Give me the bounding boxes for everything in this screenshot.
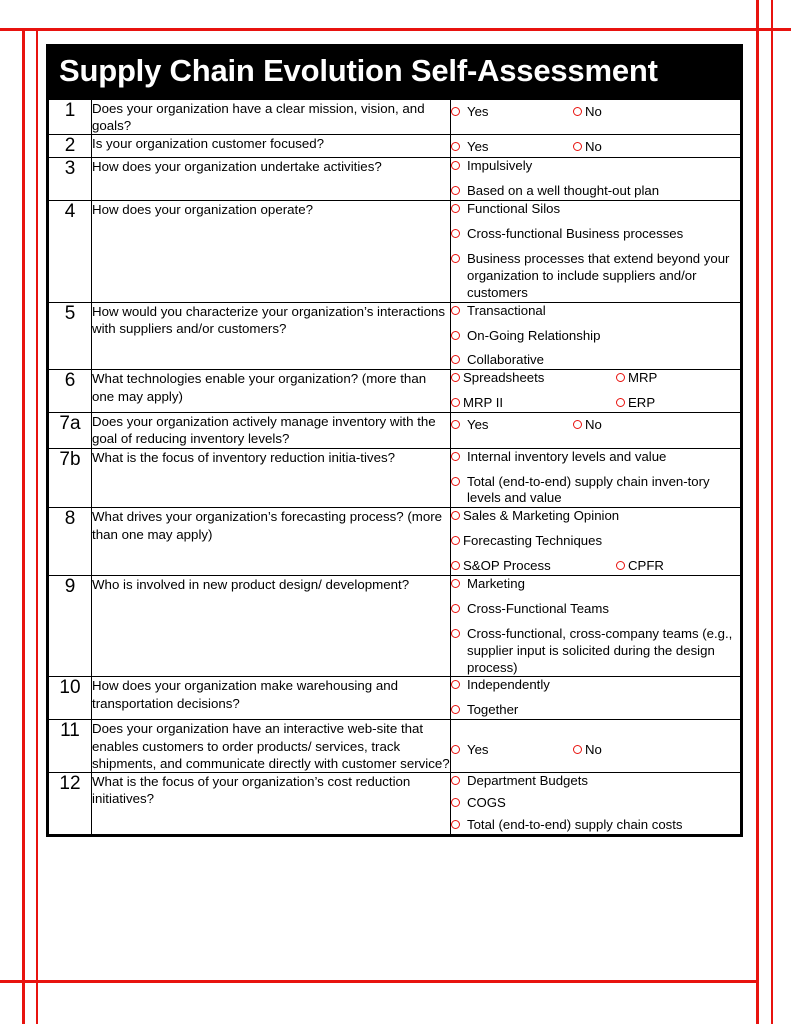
page-title: Supply Chain Evolution Self-Assessment: [48, 46, 741, 99]
option-item[interactable]: CPFR: [616, 558, 664, 575]
answer-cell: [451, 158, 741, 201]
question-text: What technologies enable your organization? (more than one may apply): [92, 370, 451, 413]
option-item[interactable]: S&OP Process: [451, 558, 616, 575]
question-text: Does your organization have an interactive web-site that enables customers to order products/ services, track shipments, and communicate directly with customer service?: [92, 721, 450, 771]
option-item[interactable]: Department Budgets: [451, 773, 740, 790]
answer-cell: [451, 302, 741, 370]
option-item[interactable]: Cross-Functional Teams: [451, 601, 740, 618]
option-item[interactable]: Marketing: [451, 576, 740, 593]
radio-icon[interactable]: [451, 798, 460, 807]
table-row: [49, 448, 741, 508]
question-text: What drives your organization’s forecasting process? (more than one may apply): [92, 508, 451, 576]
question-text: What is the focus of your organization’s cost reduction initiatives?: [92, 773, 451, 835]
radio-icon[interactable]: [451, 306, 460, 315]
answer-cell: [451, 201, 741, 302]
option-no[interactable]: No: [573, 104, 602, 121]
radio-icon[interactable]: [451, 536, 460, 545]
answer-cell: [451, 677, 741, 720]
radio-icon[interactable]: [451, 680, 460, 689]
answer-cell: [451, 576, 741, 677]
option-no[interactable]: No: [573, 139, 602, 156]
radio-icon[interactable]: [451, 452, 460, 461]
table-row: [49, 370, 741, 413]
radio-icon[interactable]: [451, 398, 460, 407]
table-row: [49, 413, 741, 449]
answer-cell: [451, 508, 741, 576]
red-rule-right-outer: [756, 0, 759, 1024]
row-number: 3: [49, 158, 92, 201]
option-item[interactable]: Impulsively: [451, 158, 740, 175]
radio-icon[interactable]: [451, 820, 460, 829]
radio-icon[interactable]: [451, 561, 460, 570]
option-item[interactable]: Business processes that extend beyond your organization to include suppliers and/or customers: [451, 251, 740, 302]
table-row: [49, 576, 741, 677]
question-text: Is your organization customer focused?: [92, 135, 451, 158]
radio-icon[interactable]: [451, 355, 460, 364]
option-item[interactable]: Total (end-to-end) supply chain inven-tory levels and value: [451, 474, 740, 508]
option-item[interactable]: Spreadsheets: [451, 370, 616, 387]
option-no[interactable]: No: [573, 417, 602, 434]
radio-icon[interactable]: [451, 161, 460, 170]
row-number: 5: [49, 302, 92, 370]
question-text: What is the focus of inventory reduction initia-tives?: [92, 448, 451, 508]
question-text: Who is involved in new product design/ development?: [92, 576, 451, 677]
red-rule-left-inner: [36, 28, 38, 1024]
table-row: [49, 677, 741, 720]
radio-icon[interactable]: [451, 373, 460, 382]
radio-icon[interactable]: [451, 705, 460, 714]
row-number: 11: [49, 720, 92, 773]
questionnaire-table: [48, 99, 741, 835]
radio-icon[interactable]: [451, 142, 460, 151]
row-number: 2: [49, 135, 92, 158]
radio-icon[interactable]: [451, 745, 460, 754]
table-row: [49, 302, 741, 370]
answer-cell: [451, 99, 741, 135]
row-number: 12: [49, 773, 92, 835]
option-item[interactable]: MRP: [616, 370, 657, 387]
table-row: [49, 773, 741, 835]
table-row: [49, 508, 741, 576]
option-item[interactable]: Independently: [451, 677, 740, 694]
radio-icon[interactable]: [451, 229, 460, 238]
radio-icon[interactable]: [451, 776, 460, 785]
radio-icon[interactable]: [573, 420, 582, 429]
question-text: How does your organization make warehousing and transportation decisions?: [92, 677, 451, 720]
row-number: 1: [49, 99, 92, 135]
option-item[interactable]: Functional Silos: [451, 201, 740, 218]
radio-icon[interactable]: [573, 107, 582, 116]
option-item[interactable]: Cross-functional, cross-company teams (e.g., supplier input is solicited during the design process): [451, 626, 740, 677]
question-text: How would you characterize your organization’s interactions with suppliers and/or customers?: [92, 302, 451, 370]
radio-icon[interactable]: [451, 331, 460, 340]
option-item[interactable]: Based on a well thought-out plan: [451, 183, 740, 200]
option-yes[interactable]: Yes: [451, 139, 573, 156]
red-rule-right-inner: [771, 0, 773, 1024]
question-text: How does your organization operate?: [92, 201, 451, 302]
option-item[interactable]: On-Going Relationship: [451, 328, 740, 345]
option-item[interactable]: Cross-functional Business processes: [451, 226, 740, 243]
radio-icon[interactable]: [451, 629, 460, 638]
option-no[interactable]: No: [573, 742, 602, 759]
row-number: 8: [49, 508, 92, 576]
row-number: 4: [49, 201, 92, 302]
table-row: [49, 201, 741, 302]
red-rule-top: [0, 28, 791, 31]
table-row: [49, 720, 741, 773]
red-rule-left-outer: [22, 28, 25, 1024]
answer-cell: [451, 720, 741, 773]
radio-icon[interactable]: [451, 477, 460, 486]
radio-icon[interactable]: [451, 107, 460, 116]
answer-cell: [451, 448, 741, 508]
option-item[interactable]: Collaborative: [451, 352, 740, 369]
assessment-document: [46, 44, 743, 837]
question-text: How does your organization undertake activities?: [92, 158, 451, 201]
option-item[interactable]: MRP II: [451, 395, 616, 412]
radio-icon[interactable]: [616, 561, 625, 570]
option-item[interactable]: Internal inventory levels and value: [451, 449, 740, 466]
table-row: [49, 99, 741, 135]
row-number: 7b: [49, 448, 92, 508]
option-yes[interactable]: Yes: [451, 742, 573, 759]
table-row: [49, 158, 741, 201]
radio-icon[interactable]: [451, 186, 460, 195]
answer-cell: [451, 413, 741, 449]
option-item[interactable]: COGS: [451, 795, 740, 812]
option-item[interactable]: Forecasting Techniques: [451, 533, 740, 550]
option-item[interactable]: Transactional: [451, 303, 740, 320]
answer-cell: [451, 370, 741, 413]
option-yes[interactable]: Yes: [451, 417, 573, 434]
option-item[interactable]: Total (end-to-end) supply chain costs: [451, 817, 740, 834]
question-text: Does your organization have a clear mission, vision, and goals?: [92, 99, 451, 135]
row-number: 7a: [49, 413, 92, 449]
row-number: 6: [49, 370, 92, 413]
radio-icon[interactable]: [451, 420, 460, 429]
option-item[interactable]: Sales & Marketing Opinion: [451, 508, 740, 525]
radio-icon[interactable]: [451, 579, 460, 588]
option-item[interactable]: ERP: [616, 395, 655, 412]
radio-icon[interactable]: [451, 511, 460, 520]
option-yes[interactable]: Yes: [451, 104, 573, 121]
red-rule-bottom: [0, 980, 756, 983]
radio-icon[interactable]: [451, 604, 460, 613]
radio-icon[interactable]: [573, 745, 582, 754]
answer-cell: [451, 135, 741, 158]
answer-cell: [451, 773, 741, 835]
option-item[interactable]: Together: [451, 702, 740, 719]
radio-icon[interactable]: [616, 398, 625, 407]
radio-icon[interactable]: [573, 142, 582, 151]
row-number: 10: [49, 677, 92, 720]
question-text: Does your organization actively manage inventory with the goal of reducing inventory levels?: [92, 413, 451, 449]
row-number: 9: [49, 576, 92, 677]
radio-icon[interactable]: [616, 373, 625, 382]
radio-icon[interactable]: [451, 204, 460, 213]
table-row: [49, 135, 741, 158]
radio-icon[interactable]: [451, 254, 460, 263]
